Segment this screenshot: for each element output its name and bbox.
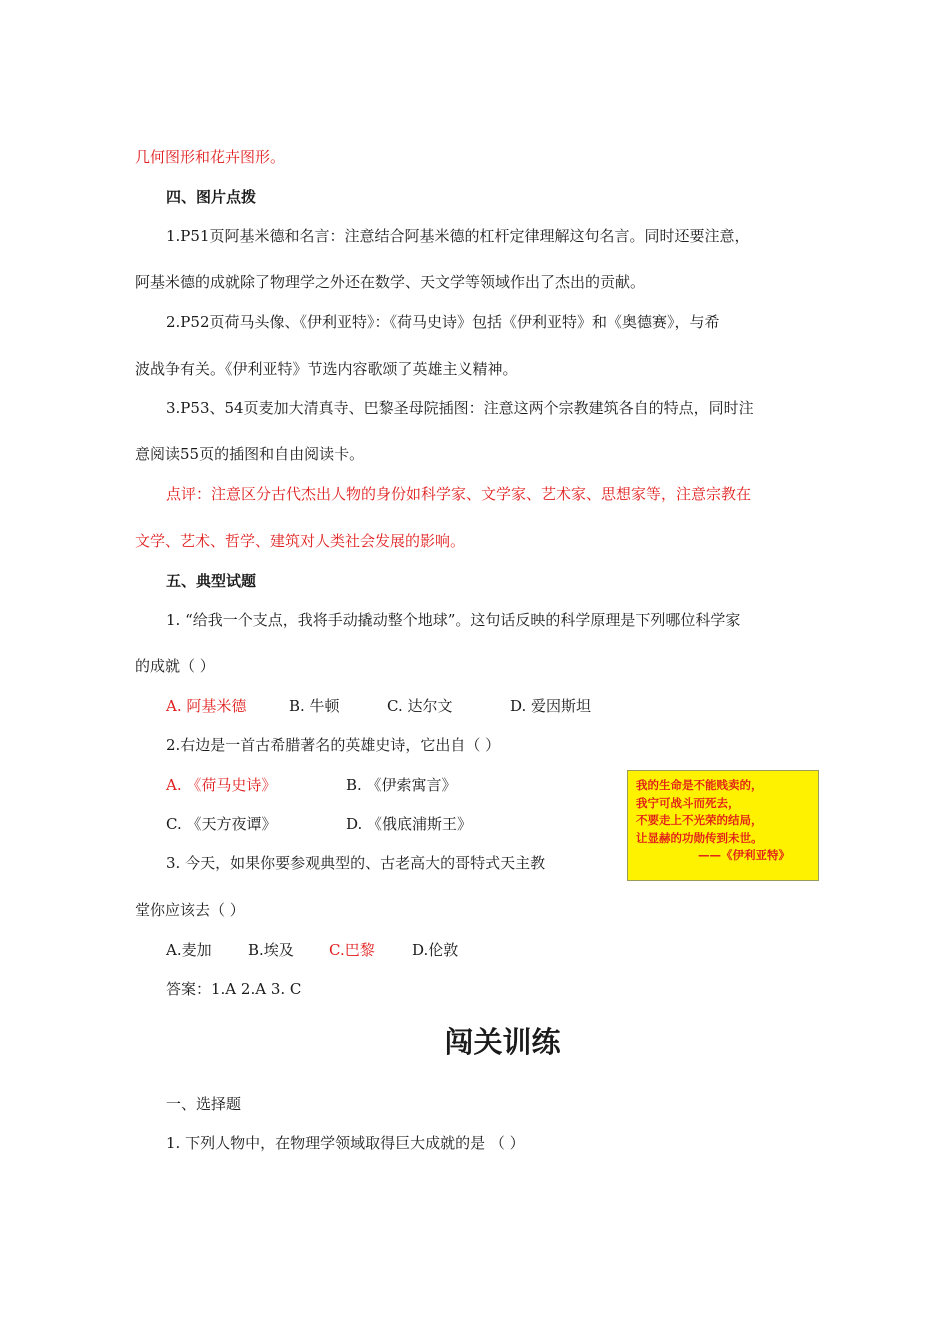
section4-p2-line1: 2.P52页荷马头像、《伊利亚特》：《荷马史诗》包括《伊利亚特》和《奥德赛》，与希 [166,313,720,331]
q1-option-a: A. 阿基米德 [166,697,247,715]
q1-line1: 1. “给我一个支点，我将手动撬动整个地球”。这句话反映的科学原理是下列哪位科学家 [166,611,741,629]
q2-option-b: B. 《伊索寓言》 [346,776,457,794]
q1-option-d: D. 爱因斯坦 [510,697,592,715]
training-q1: 1. 下列人物中，在物理学领域取得巨大成就的是 （ ） [166,1134,525,1152]
q2-option-a: A. 《荷马史诗》 [166,776,277,794]
q3-line1: 3. 今天，如果你要参观典型的、古老高大的哥特式天主教 [166,854,546,872]
q1-option-b: B. 牛顿 [289,697,340,715]
q2-option-c: C. 《天方夜谭》 [166,815,277,833]
section4-p3-line1: 3.P53、54页麦加大清真寺、巴黎圣母院插图：注意这两个宗教建筑各自的特点，同时注 [166,399,754,417]
q3-option-d: D.伦敦 [412,941,459,959]
q3-option-b: B.埃及 [248,941,294,959]
poem-line: 我的生命是不能贱卖的， [636,778,763,792]
q1-option-c: C. 达尔文 [387,697,453,715]
poem-line: 我宁可战斗而死去， [636,795,740,810]
q2-option-d: D. 《俄底浦斯王》 [346,815,473,833]
answer-key: 答案：1.A 2.A 3. C [166,980,302,998]
section4-p1-line1: 1.P51页阿基米德和名言：注意结合阿基米德的杠杆定律理解这句名言。同时还要注意， [166,227,750,245]
training-subheading: 一、选择题 [166,1095,242,1113]
poem-box [627,770,819,881]
poem-line: 不要走上不光荣的结局， [636,813,763,827]
comment-line2: 文学、艺术、哲学、建筑对人类社会发展的影响。 [135,532,466,550]
section4-p1-line2: 阿基米德的成就除了物理学之外还在数学、天文学等领域作出了杰出的贡献。 [135,273,646,291]
q3-option-c: C.巴黎 [329,941,375,959]
q1-line2: 的成就（ ） [135,657,215,675]
training-title: 闯关训练 [444,1025,561,1059]
intro-tail: 几何图形和花卉图形。 [135,148,286,166]
section4-p2-line2: 波战争有关。《伊利亚特》节选内容歌颂了英雄主义精神。 [135,360,518,378]
q3-option-a: A.麦加 [166,941,212,959]
comment-line1: 点评：注意区分古代杰出人物的身份如科学家、文学家、艺术家、思想家等，注意宗教在 [166,485,752,503]
section4-p3-line2: 意阅读55页的插图和自由阅读卡。 [135,445,365,463]
section4-heading: 四、图片点拨 [166,188,257,206]
poem-line: 让显赫的功勋传到未世。 [636,830,763,845]
q2-stem: 2.右边是一首古希腊著名的英雄史诗，它出自（ ） [166,736,501,754]
q3-line2: 堂你应该去（ ） [135,901,245,919]
poem-source: ——《伊利亚特》 [698,848,790,862]
section5-heading: 五、典型试题 [166,572,257,590]
